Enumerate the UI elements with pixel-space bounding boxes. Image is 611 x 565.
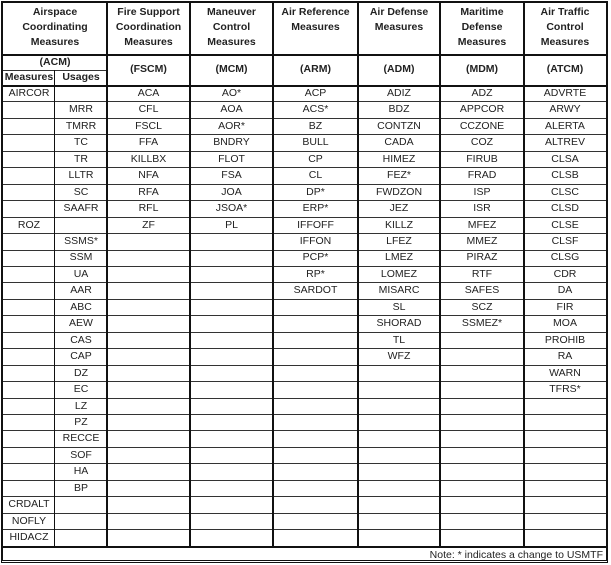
row-divider	[3, 282, 606, 283]
table-cell-adm: ADIZ	[387, 86, 411, 99]
table-cell-atcm: WARN	[549, 366, 581, 379]
table-cell-fscm: ACA	[137, 86, 160, 99]
table-cell-arm: IFFON	[299, 235, 332, 248]
table-cell-atcm: TFRS*	[549, 383, 581, 396]
table-cell-atcm: ARWY	[549, 103, 581, 116]
table-cell-adm: BDZ	[388, 103, 410, 116]
row-divider	[3, 414, 606, 415]
table-cell-mdm: SAFES	[464, 284, 500, 297]
table-cell-atcm: CLSC	[550, 185, 579, 198]
column-header-title	[524, 3, 606, 54]
table-cell-adm: HIMEZ	[382, 152, 416, 165]
table-cell-acm-usages: TMRR	[65, 119, 97, 132]
table-cell-arm: BZ	[308, 119, 323, 132]
table-cell-acm-usages: SAAFR	[63, 202, 99, 215]
subheader-measures: Measures	[4, 71, 54, 83]
row-divider	[3, 250, 606, 251]
table-cell-mdm: COZ	[470, 136, 494, 149]
table-cell-acm-usages: LZ	[74, 399, 88, 412]
header-title-line: Coordinating	[22, 21, 88, 33]
table-cell-acm-usages: SSMS*	[64, 235, 98, 248]
column-header-abbr: (MDM)	[465, 63, 499, 75]
row-divider	[3, 134, 606, 135]
table-cell-acm-usages: BP	[73, 481, 88, 494]
row-divider	[3, 332, 606, 333]
row-divider	[3, 54, 606, 56]
column-header-title	[440, 3, 524, 54]
header-title-line: Control	[212, 21, 251, 33]
column-header-title	[3, 3, 107, 54]
table-cell-mcm: PL	[225, 218, 238, 231]
table-cell-arm: CL	[308, 169, 323, 182]
table-cell-mcm: AOR*	[218, 119, 245, 132]
table-cell-adm: SL	[392, 300, 406, 313]
table-cell-acm-measures: CRDALT	[8, 498, 50, 511]
table-cell-arm: PCP*	[302, 251, 329, 264]
header-title-line: Airspace	[32, 6, 78, 18]
column-header-title	[358, 3, 440, 54]
header-title-line: Measures	[291, 21, 340, 33]
row-divider	[3, 381, 606, 382]
table-cell-acm-usages: SC	[73, 185, 89, 198]
row-divider	[3, 529, 606, 530]
header-title-line: Measures	[457, 36, 507, 48]
row-divider	[3, 496, 606, 497]
header-title-line: Defense	[461, 21, 503, 33]
header-title-line: Measures	[374, 21, 424, 33]
row-divider	[3, 365, 606, 366]
table-cell-adm: TL	[392, 333, 406, 346]
header-title-line: Measures	[30, 36, 80, 48]
table-cell-mcm: AO*	[221, 86, 242, 99]
table-cell-fscm: FSCL	[135, 119, 162, 132]
table-cell-adm: LMEZ	[384, 251, 413, 264]
table-cell-arm: IFFOFF	[297, 218, 334, 231]
row-divider	[3, 546, 606, 548]
row-divider	[3, 266, 606, 267]
table-cell-mcm: FLOT	[218, 152, 245, 165]
header-title-line: Fire Support	[117, 6, 180, 18]
row-divider	[3, 480, 606, 481]
table-cell-fscm: CFL	[138, 103, 159, 116]
table-cell-atcm: MOA	[553, 317, 577, 330]
table-cell-mcm: JOA	[221, 185, 242, 198]
row-divider	[3, 151, 606, 152]
table-cell-mdm: APPCOR	[459, 103, 505, 116]
row-divider	[3, 513, 606, 514]
table-cell-acm-usages: EC	[73, 383, 89, 396]
column-header-title	[273, 3, 358, 54]
table-cell-adm: FEZ*	[387, 169, 411, 182]
header-title-line: Measures	[540, 36, 590, 48]
table-cell-atcm: CLSF	[551, 235, 579, 248]
table-cell-acm-usages: MRR	[69, 103, 93, 116]
table-cell-acm-usages: LLTR	[68, 169, 94, 182]
column-header-abbr: (ATCM)	[546, 63, 584, 75]
table-cell-adm: KILLZ	[384, 218, 413, 231]
column-divider	[523, 3, 525, 546]
header-title-line: Measures	[207, 36, 256, 48]
table-cell-acm-usages: DZ	[74, 366, 88, 379]
table-cell-mdm: CCZONE	[459, 119, 505, 132]
table-cell-adm: WFZ	[387, 350, 411, 363]
table-cell-acm-measures: HIDACZ	[9, 531, 49, 544]
table-cell-arm: BULL	[302, 136, 329, 149]
table-cell-acm-usages: TC	[74, 136, 88, 149]
table-cell-atcm: CLSA	[551, 152, 579, 165]
table-cell-mcm: FSA	[221, 169, 242, 182]
footnote: Note: * indicates a change to USMTF	[429, 548, 603, 561]
column-divider	[439, 3, 441, 546]
table-cell-arm: SARDOT	[293, 284, 338, 297]
table-cell-acm-usages: TR	[74, 152, 88, 165]
column-header-abbr: (MCM)	[215, 63, 248, 75]
table-cell-atcm: CLSD	[550, 202, 579, 215]
column-header-abbr: (ADM)	[383, 63, 415, 75]
row-divider	[3, 233, 606, 234]
header-title-line: Coordination	[115, 21, 182, 33]
table-cell-acm-usages: RECCE	[62, 432, 100, 445]
row-divider	[3, 348, 606, 349]
table-cell-atcm: CLSB	[551, 169, 579, 182]
header-title-line: Air Defense	[369, 6, 429, 18]
table-cell-arm: ACP	[304, 86, 327, 99]
table-cell-atcm: FIR	[556, 300, 574, 313]
table-cell-arm: CP	[308, 152, 323, 165]
column-divider	[357, 3, 359, 546]
table-cell-atcm: ALTREV	[544, 136, 586, 149]
table-cell-acm-usages: CAP	[70, 350, 92, 363]
table-cell-arm: ACS*	[302, 103, 329, 116]
table-cell-arm: ERP*	[302, 202, 329, 215]
column-divider	[272, 3, 274, 546]
table-cell-atcm: CLSG	[550, 251, 580, 264]
row-divider	[3, 85, 606, 87]
table-cell-mdm: ISR	[473, 202, 491, 215]
table-cell-acm-usages: ABC	[70, 300, 92, 313]
table-cell-fscm: KILLBX	[130, 152, 167, 165]
table-cell-adm: CONTZN	[377, 119, 421, 132]
header-title-line: Maneuver	[206, 6, 257, 18]
header-title-line: Air Reference	[281, 6, 350, 18]
table-cell-atcm: ALERTA	[545, 119, 585, 132]
table-cell-fscm: FFA	[138, 136, 159, 149]
table-cell-mdm: PIRAZ	[466, 251, 498, 264]
table-cell-mcm: BNDRY	[213, 136, 250, 149]
row-divider	[3, 200, 606, 201]
table-cell-acm-usages: SOF	[70, 448, 92, 461]
header-title-line: Measures	[124, 36, 173, 48]
column-header-abbr: (ARM)	[300, 63, 331, 75]
table-cell-arm: DP*	[306, 185, 325, 198]
column-divider	[54, 70, 55, 546]
table-cell-acm-usages: UA	[73, 267, 89, 280]
table-cell-fscm: RFA	[138, 185, 159, 198]
measures-table	[1, 1, 608, 563]
row-divider	[3, 430, 606, 431]
column-divider	[106, 3, 108, 546]
table-cell-acm-usages: CAS	[70, 333, 92, 346]
table-cell-atcm: PROHIB	[544, 333, 586, 346]
table-cell-atcm: CLSE	[551, 218, 579, 231]
table-cell-adm: SHORAD	[376, 317, 422, 330]
column-header-title	[107, 3, 190, 54]
table-cell-atcm: ADVRTE	[543, 86, 587, 99]
row-divider	[3, 447, 606, 448]
table-cell-acm-measures: ROZ	[17, 218, 41, 231]
table-cell-mdm: ISP	[473, 185, 491, 198]
column-divider	[189, 3, 191, 546]
header-title-line: Control	[546, 21, 584, 33]
column-header-abbr: (FSCM)	[130, 63, 167, 75]
table-cell-adm: LOMEZ	[380, 267, 418, 280]
table-cell-mdm: FRAD	[467, 169, 497, 182]
row-divider	[3, 167, 606, 168]
table-cell-atcm: RA	[557, 350, 573, 363]
table-cell-acm-usages: AAR	[70, 284, 92, 297]
table-cell-adm: FWDZON	[375, 185, 423, 198]
table-cell-acm-measures: AIRCOR	[8, 86, 50, 99]
table-cell-fscm: RFL	[138, 202, 159, 215]
table-cell-fscm: ZF	[142, 218, 155, 231]
table-cell-adm: LFEZ	[386, 235, 412, 248]
table-cell-acm-usages: HA	[73, 465, 89, 478]
table-cell-adm: CADA	[384, 136, 414, 149]
table-cell-adm: JEZ	[389, 202, 409, 215]
row-divider	[3, 70, 107, 71]
row-divider	[3, 184, 606, 185]
header-title-line: Air Traffic	[540, 6, 590, 18]
table-cell-mdm: ADZ	[471, 86, 493, 99]
column-header-title	[190, 3, 273, 54]
table-cell-mdm: FIRUB	[466, 152, 498, 165]
row-divider	[3, 101, 606, 102]
table-cell-acm-usages: SSM	[69, 251, 93, 264]
row-divider	[3, 217, 606, 218]
table-cell-atcm: DA	[557, 284, 573, 297]
table-cell-mdm: SSMEZ*	[461, 317, 503, 330]
header-title-line: Maritime	[460, 6, 504, 18]
column-header-abbr: (ACM)	[39, 55, 71, 68]
row-divider	[3, 118, 606, 119]
table-cell-mdm: MFEZ	[467, 218, 497, 231]
table-cell-mcm: JSOA*	[215, 202, 248, 215]
table-cell-mdm: SCZ	[471, 300, 493, 313]
row-divider	[3, 398, 606, 399]
table-cell-atcm: CDR	[553, 267, 577, 280]
table-cell-acm-usages: PZ	[74, 415, 88, 428]
table-cell-mcm: AOA	[220, 103, 243, 116]
table-cell-arm: RP*	[306, 267, 325, 280]
row-divider	[3, 315, 606, 316]
table-cell-mdm: RTF	[471, 267, 493, 280]
subheader-usages: Usages	[62, 71, 100, 83]
table-cell-acm-measures: NOFLY	[11, 514, 47, 527]
row-divider	[3, 463, 606, 464]
table-cell-adm: MISARC	[378, 284, 420, 297]
table-cell-acm-usages: AEW	[69, 317, 93, 330]
table-cell-fscm: NFA	[138, 169, 159, 182]
row-divider	[3, 299, 606, 300]
table-cell-mdm: MMEZ	[466, 235, 498, 248]
